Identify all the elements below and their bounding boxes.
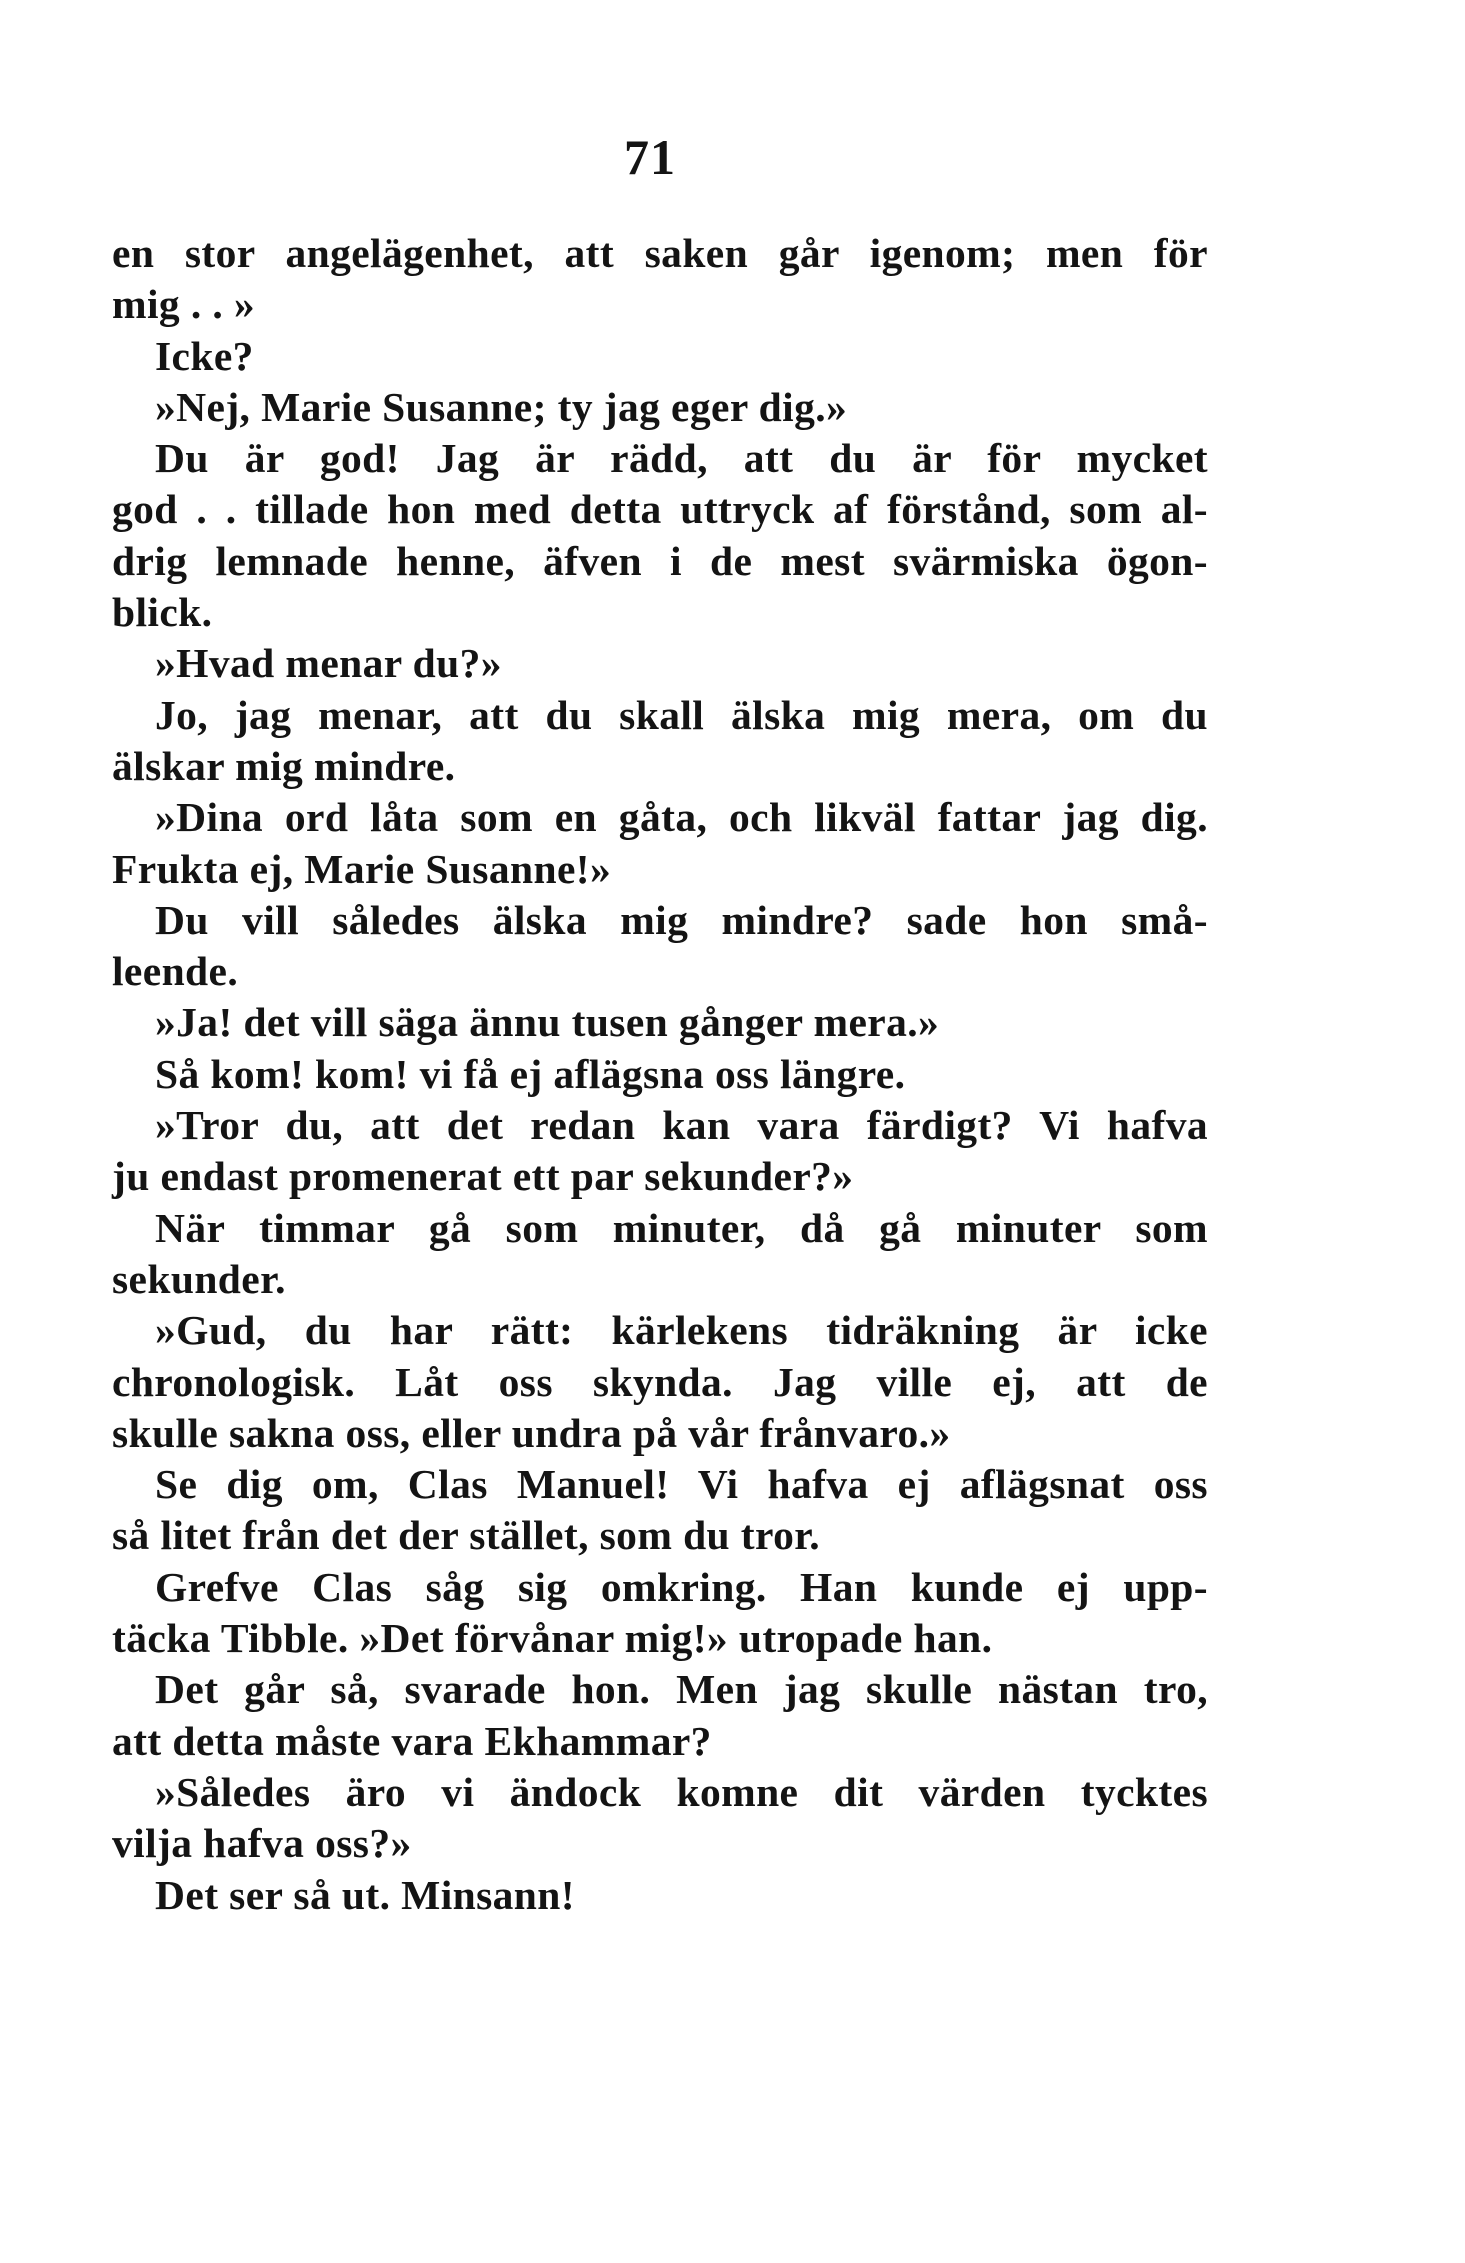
text-line: täcka Tibble. »Det förvånar mig!» utropade han. <box>112 1615 993 1662</box>
text-line: vilja hafva oss?» <box>112 1820 412 1867</box>
text-line: Icke? <box>155 332 254 379</box>
text-line: »Hvad menar du?» <box>155 640 502 687</box>
text-line: god . . tillade hon med detta uttryck af förstånd, som al- <box>112 486 1208 533</box>
text-line: »Dina ord låta som en gåta, och likväl fattar jag dig. <box>155 794 1208 841</box>
text-line: Du vill således älska mig mindre? sade hon små- <box>155 896 1208 943</box>
text-line: Grefve Clas såg sig omkring. Han kunde ej upp- <box>155 1563 1208 1610</box>
body-text <box>112 228 1208 1921</box>
text-line: ju endast promenerat ett par sekunder?» <box>112 1153 854 1200</box>
text-line: blick. <box>112 589 213 636</box>
text-line: »Nej, Marie Susanne; ty jag eger dig.» <box>155 383 848 430</box>
page-number: 71 <box>624 129 676 185</box>
text-line: leende. <box>112 948 239 995</box>
text-line: »Tror du, att det redan kan vara färdigt? Vi hafva <box>155 1102 1208 1149</box>
text-line: Se dig om, Clas Manuel! Vi hafva ej aflägsnat oss <box>155 1461 1208 1508</box>
text-line: älskar mig mindre. <box>112 742 456 789</box>
text-line: så litet från det der stället, som du tror. <box>112 1512 821 1559</box>
text-line: att detta måste vara Ekhammar? <box>112 1717 712 1764</box>
text-line: När timmar gå som minuter, då gå minuter som <box>155 1204 1208 1251</box>
text-line: Det ser så ut. Minsann! <box>155 1871 575 1918</box>
text-line: Du är god! Jag är rädd, att du är för mycket <box>155 435 1208 482</box>
text-line: »Ja! det vill säga ännu tusen gånger mera.» <box>155 999 940 1046</box>
text-line: skulle sakna oss, eller undra på vår frånvaro.» <box>112 1409 951 1456</box>
text-line: Det går så, svarade hon. Men jag skulle nästan tro, <box>155 1666 1208 1713</box>
text-line: mig . . » <box>112 281 256 328</box>
text-line: en stor angelägenhet, att saken går igenom; men för <box>112 230 1208 276</box>
text-line: »Således äro vi ändock komne dit värden tycktes <box>155 1768 1208 1815</box>
text-line: Frukta ej, Marie Susanne!» <box>112 845 612 892</box>
text-line: Så kom! kom! vi få ej aflägsna oss längre. <box>155 1050 906 1097</box>
text-line: »Gud, du har rätt: kärlekens tidräkning är icke <box>155 1307 1208 1354</box>
text-line: Jo, jag menar, att du skall älska mig mera, om du <box>155 691 1208 738</box>
text-line: drig lemnade henne, äfven i de mest svärmiska ögon- <box>112 537 1208 584</box>
text-line: sekunder. <box>112 1255 286 1302</box>
text-line: chronologisk. Låt oss skynda. Jag ville ej, att de <box>112 1358 1208 1405</box>
